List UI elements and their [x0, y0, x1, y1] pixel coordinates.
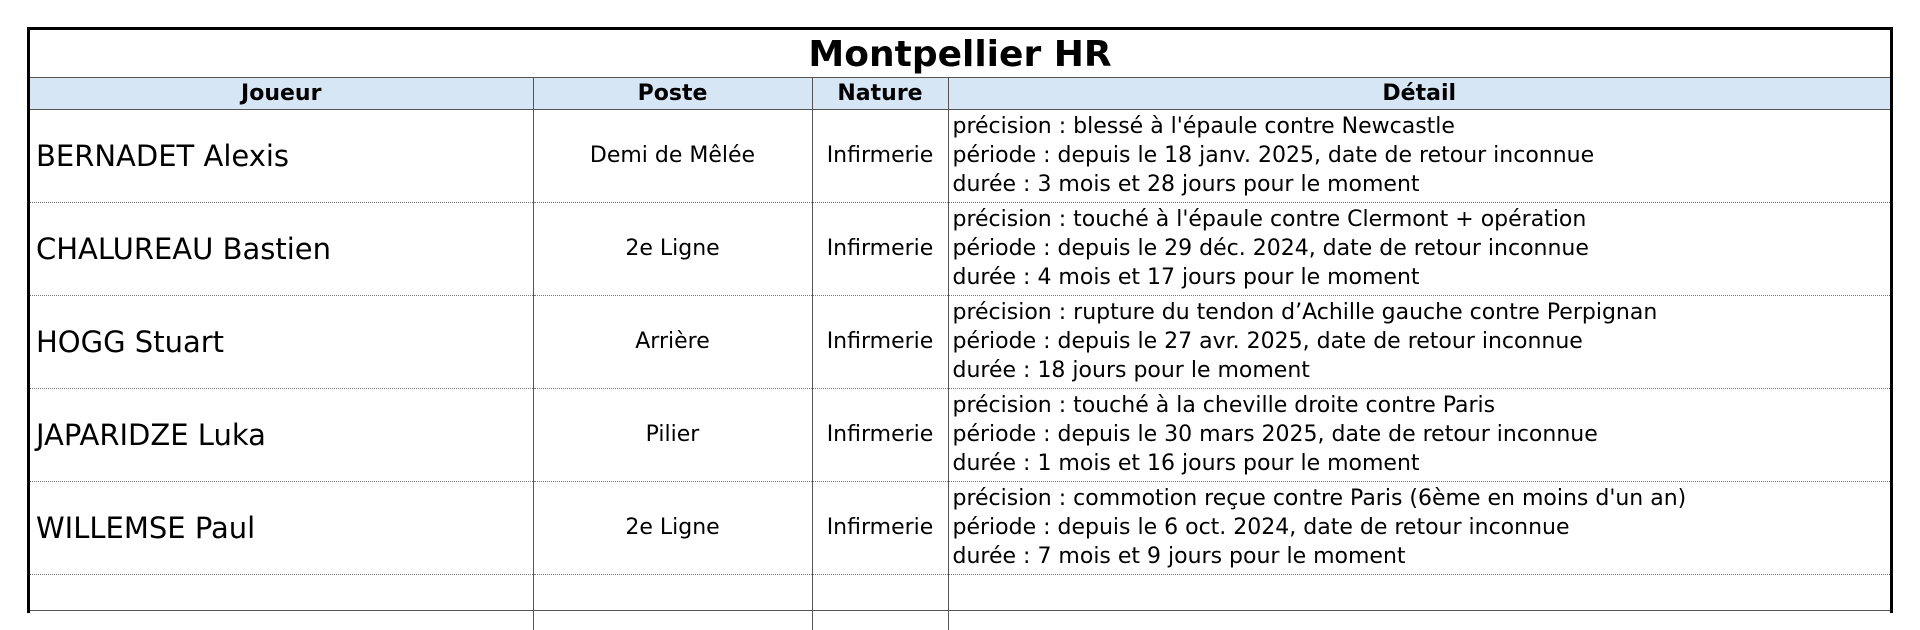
player-name: WILLEMSE Paul	[30, 481, 533, 574]
player-name: BERNADET Alexis	[30, 109, 533, 202]
detail-precision: précision : commotion reçue contre Paris (6ème en moins d'un an)	[952, 486, 1687, 511]
player-name: CHALUREAU Bastien	[30, 202, 533, 295]
detail-periode: période : depuis le 18 janv. 2025, date de retour inconnue	[952, 143, 1595, 168]
detail-periode: période : depuis le 27 avr. 2025, date de retour inconnue	[952, 329, 1583, 354]
column-header-detail: Détail	[948, 78, 1890, 109]
table-row	[30, 109, 1890, 202]
empty-cell	[812, 610, 948, 630]
column-header-poste: Poste	[533, 78, 812, 109]
sheet-title: Montpellier HR	[30, 30, 1890, 78]
absence-detail	[948, 202, 1890, 295]
absence-nature: Infirmerie	[812, 202, 948, 295]
detail-duree: durée : 7 mois et 9 jours pour le moment	[952, 544, 1406, 569]
detail-precision: précision : blessé à l'épaule contre Newcastle	[952, 114, 1455, 139]
player-name: JAPARIDZE Luka	[30, 388, 533, 481]
player-position: Arrière	[533, 295, 812, 388]
detail-periode: période : depuis le 29 déc. 2024, date de retour inconnue	[952, 236, 1589, 261]
detail-precision: précision : rupture du tendon d’Achille gauche contre Perpignan	[952, 300, 1658, 325]
absence-nature: Infirmerie	[812, 481, 948, 574]
detail-duree: durée : 4 mois et 17 jours pour le moment	[952, 265, 1420, 290]
player-position: Pilier	[533, 388, 812, 481]
empty-cell	[30, 610, 533, 630]
player-name: HOGG Stuart	[30, 295, 533, 388]
detail-duree: durée : 3 mois et 28 jours pour le moment	[952, 172, 1420, 197]
absence-detail	[948, 388, 1890, 481]
empty-cell	[812, 574, 948, 610]
column-header-joueur: Joueur	[30, 78, 533, 109]
empty-cell	[948, 610, 1890, 630]
detail-duree: durée : 18 jours pour le moment	[952, 358, 1310, 383]
column-header-nature: Nature	[812, 78, 948, 109]
empty-row	[30, 610, 1890, 630]
injury-sheet	[27, 27, 1893, 613]
empty-cell	[30, 574, 533, 610]
absence-detail	[948, 109, 1890, 202]
injury-table	[30, 78, 1890, 630]
header-row	[30, 78, 1890, 109]
absence-detail	[948, 295, 1890, 388]
table-row	[30, 481, 1890, 574]
detail-precision: précision : touché à l'épaule contre Clermont + opération	[952, 207, 1587, 232]
empty-cell	[533, 574, 812, 610]
absence-nature: Infirmerie	[812, 388, 948, 481]
empty-row	[30, 574, 1890, 610]
detail-duree: durée : 1 mois et 16 jours pour le moment	[952, 451, 1420, 476]
table-row	[30, 202, 1890, 295]
detail-periode: période : depuis le 6 oct. 2024, date de retour inconnue	[952, 515, 1570, 540]
table-row	[30, 295, 1890, 388]
absence-nature: Infirmerie	[812, 109, 948, 202]
player-position: 2e Ligne	[533, 202, 812, 295]
absence-detail	[948, 481, 1890, 574]
empty-cell	[948, 574, 1890, 610]
absence-nature: Infirmerie	[812, 295, 948, 388]
player-position: Demi de Mêlée	[533, 109, 812, 202]
player-position: 2e Ligne	[533, 481, 812, 574]
empty-cell	[533, 610, 812, 630]
detail-periode: période : depuis le 30 mars 2025, date de retour inconnue	[952, 422, 1598, 447]
table-row	[30, 388, 1890, 481]
detail-precision: précision : touché à la cheville droite contre Paris	[952, 393, 1496, 418]
